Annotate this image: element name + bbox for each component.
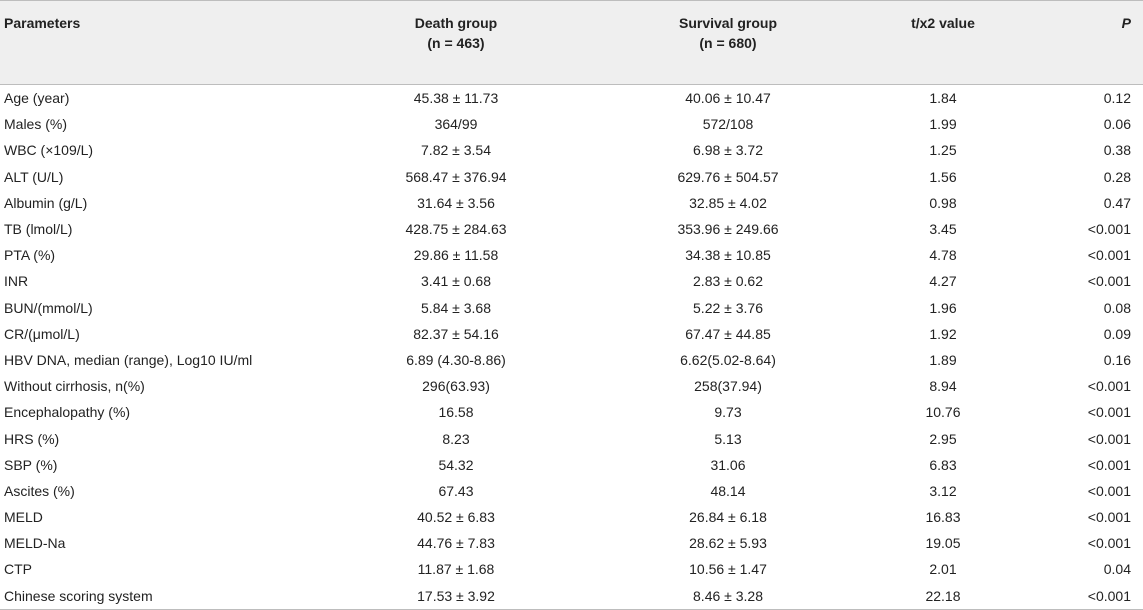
cell-death-group: 17.53 ± 3.92 <box>330 583 582 610</box>
table-row <box>0 530 1143 556</box>
comparison-table <box>0 1 1143 610</box>
cell-survival-group: 31.06 <box>710 456 746 473</box>
cell-parameter: HBV DNA, median (range), Log10 IU/ml <box>4 351 253 368</box>
cell-survival-group: 32.85 ± 4.02 <box>689 194 767 211</box>
cell-test-value: 0.98 <box>929 194 957 211</box>
cell-death-group: 44.76 ± 7.83 <box>417 535 495 552</box>
cell-parameter: HRS (%) <box>4 430 60 447</box>
cell-test-value: 2.01 <box>929 561 957 578</box>
table-row <box>0 556 1143 582</box>
table-row <box>0 321 1143 347</box>
header-parameters: Parameters <box>0 1 330 85</box>
cell-p-value: <0.001 <box>1087 482 1131 499</box>
cell-p-value: 0.12 <box>1103 90 1131 107</box>
cell-p-value: 0.16 <box>1103 351 1131 368</box>
cell-parameter: INR <box>4 273 29 290</box>
table-row <box>0 164 1143 190</box>
cell-survival-group: 28.62 ± 5.93 <box>689 535 767 552</box>
cell-parameter: TB (lmol/L) <box>4 221 73 238</box>
cell-test-value: 16.83 <box>925 509 961 526</box>
table-row <box>0 583 1143 610</box>
cell-p-value: <0.001 <box>1087 430 1131 447</box>
cell-death-group: 428.75 ± 284.63 <box>405 221 507 238</box>
cell-survival-group: 5.13 <box>714 430 742 447</box>
cell-parameter: Encephalopathy (%) <box>4 404 131 421</box>
cell-parameter: CR/(μmol/L) <box>4 325 80 342</box>
cell-death-group: 364/99 <box>434 116 478 133</box>
cell-p-value: <0.001 <box>1087 456 1131 473</box>
cell-test-value: 1.99 <box>929 116 957 133</box>
cell-death-group: 5.84 ± 3.68 <box>421 299 491 316</box>
cell-survival-group: 8.46 ± 3.28 <box>582 583 874 610</box>
cell-parameter: CTP <box>4 561 32 578</box>
header-death-group-title: Death group <box>414 15 498 31</box>
cell-death-group: 8.23 <box>442 430 470 447</box>
table-body <box>0 85 1143 610</box>
cell-survival-group: 6.62(5.02-8.64) <box>680 351 776 368</box>
cell-survival-group: 258(37.94) <box>694 378 762 395</box>
cell-death-group: 45.38 ± 11.73 <box>413 90 499 107</box>
cell-parameter: ALT (U/L) <box>4 168 64 185</box>
cell-p-value: 0.38 <box>1103 142 1131 159</box>
cell-parameter: MELD-Na <box>4 535 66 552</box>
cell-survival-group: 353.96 ± 249.66 <box>677 221 779 238</box>
table-row <box>0 347 1143 373</box>
table-row <box>0 216 1143 242</box>
cell-parameter: MELD <box>4 509 43 526</box>
cell-test-value: 1.84 <box>929 90 957 107</box>
cell-test-value: 6.83 <box>929 456 957 473</box>
cell-death-group: 296(63.93) <box>422 378 490 395</box>
cell-parameter: Chinese scoring system <box>0 583 330 610</box>
cell-parameter: WBC (×109/L) <box>4 142 94 159</box>
cell-test-value: 1.92 <box>929 325 957 342</box>
cell-test-value: 8.94 <box>929 378 957 395</box>
table-row <box>0 268 1143 294</box>
cell-test-value: 2.95 <box>929 430 957 447</box>
cell-survival-group: 6.98 ± 3.72 <box>693 142 763 159</box>
cell-survival-group: 10.56 ± 1.47 <box>689 561 767 578</box>
cell-test-value: 1.25 <box>929 142 957 159</box>
cell-p-value: <0.001 <box>1087 273 1131 290</box>
cell-p-value: 0.06 <box>1103 116 1131 133</box>
cell-parameter: BUN/(mmol/L) <box>4 299 93 316</box>
cell-parameter: SBP (%) <box>4 456 58 473</box>
cell-parameter: PTA (%) <box>4 247 56 264</box>
cell-parameter: Ascites (%) <box>4 482 75 499</box>
table-row <box>0 85 1143 112</box>
cell-test-value: 1.56 <box>929 168 957 185</box>
cell-test-value: 1.96 <box>929 299 957 316</box>
cell-survival-group: 34.38 ± 10.85 <box>685 247 771 264</box>
cell-parameter: Without cirrhosis, n(%) <box>4 378 145 395</box>
header-survival-group-title: Survival group <box>678 15 778 31</box>
cell-death-group: 3.41 ± 0.68 <box>421 273 491 290</box>
header-death-group <box>330 1 582 85</box>
cell-p-value: <0.001 <box>1087 378 1131 395</box>
table-row <box>0 425 1143 451</box>
cell-death-group: 11.87 ± 1.68 <box>417 561 495 578</box>
table-row <box>0 373 1143 399</box>
table-row <box>0 452 1143 478</box>
cell-parameter: Age (year) <box>4 90 70 107</box>
cell-test-value: 4.78 <box>929 247 957 264</box>
cell-survival-group: 48.14 <box>710 482 746 499</box>
header-test-value: t/x2 value <box>874 1 1012 85</box>
cell-test-value: 19.05 <box>925 535 961 552</box>
table-row <box>0 478 1143 504</box>
cell-test-value: 10.76 <box>925 404 961 421</box>
cell-survival-group: 67.47 ± 44.85 <box>685 325 771 342</box>
header-survival-group <box>582 1 874 85</box>
table-row <box>0 242 1143 268</box>
cell-p-value: <0.001 <box>1012 583 1143 610</box>
cell-survival-group: 40.06 ± 10.47 <box>685 90 771 107</box>
cell-test-value: 3.45 <box>929 221 957 238</box>
cell-death-group: 16.58 <box>438 404 474 421</box>
cell-p-value: <0.001 <box>1087 404 1131 421</box>
cell-p-value: 0.47 <box>1103 194 1131 211</box>
cell-p-value: <0.001 <box>1087 221 1131 238</box>
cell-survival-group: 629.76 ± 504.57 <box>677 168 779 185</box>
table-row <box>0 504 1143 530</box>
cell-p-value: <0.001 <box>1087 247 1131 264</box>
cell-survival-group: 572/108 <box>702 116 754 133</box>
cell-death-group: 7.82 ± 3.54 <box>421 142 491 159</box>
cell-test-value: 1.89 <box>929 351 957 368</box>
cell-parameter: Males (%) <box>4 116 68 133</box>
cell-test-value: 22.18 <box>874 583 1012 610</box>
cell-death-group: 31.64 ± 3.56 <box>417 194 495 211</box>
cell-parameter: Albumin (g/L) <box>4 194 88 211</box>
header-p-value: P <box>1012 1 1143 85</box>
cell-death-group: 67.43 <box>438 482 474 499</box>
table-row <box>0 111 1143 137</box>
table-header-row <box>0 1 1143 85</box>
header-survival-group-n: (n = 680) <box>699 35 757 51</box>
table-row <box>0 137 1143 163</box>
cell-death-group: 82.37 ± 54.16 <box>413 325 499 342</box>
cell-death-group: 54.32 <box>438 456 474 473</box>
header-death-group-n: (n = 463) <box>427 35 485 51</box>
cell-p-value: <0.001 <box>1087 509 1131 526</box>
cell-p-value: 0.09 <box>1103 325 1131 342</box>
cell-p-value: 0.28 <box>1103 168 1131 185</box>
cell-test-value: 3.12 <box>929 482 957 499</box>
table-row <box>0 295 1143 321</box>
cell-p-value: 0.04 <box>1103 561 1131 578</box>
cell-death-group: 6.89 (4.30-8.86) <box>406 351 506 368</box>
table-row <box>0 190 1143 216</box>
cell-survival-group: 2.83 ± 0.62 <box>693 273 763 290</box>
cell-death-group: 568.47 ± 376.94 <box>405 168 507 185</box>
cell-survival-group: 5.22 ± 3.76 <box>693 299 763 316</box>
cell-p-value: 0.08 <box>1103 299 1131 316</box>
cell-p-value: <0.001 <box>1087 535 1131 552</box>
cell-death-group: 29.86 ± 11.58 <box>413 247 499 264</box>
cell-test-value: 4.27 <box>929 273 957 290</box>
cell-survival-group: 26.84 ± 6.18 <box>689 509 767 526</box>
cell-death-group: 40.52 ± 6.83 <box>417 509 495 526</box>
table-row <box>0 399 1143 425</box>
cell-survival-group: 9.73 <box>714 404 742 421</box>
